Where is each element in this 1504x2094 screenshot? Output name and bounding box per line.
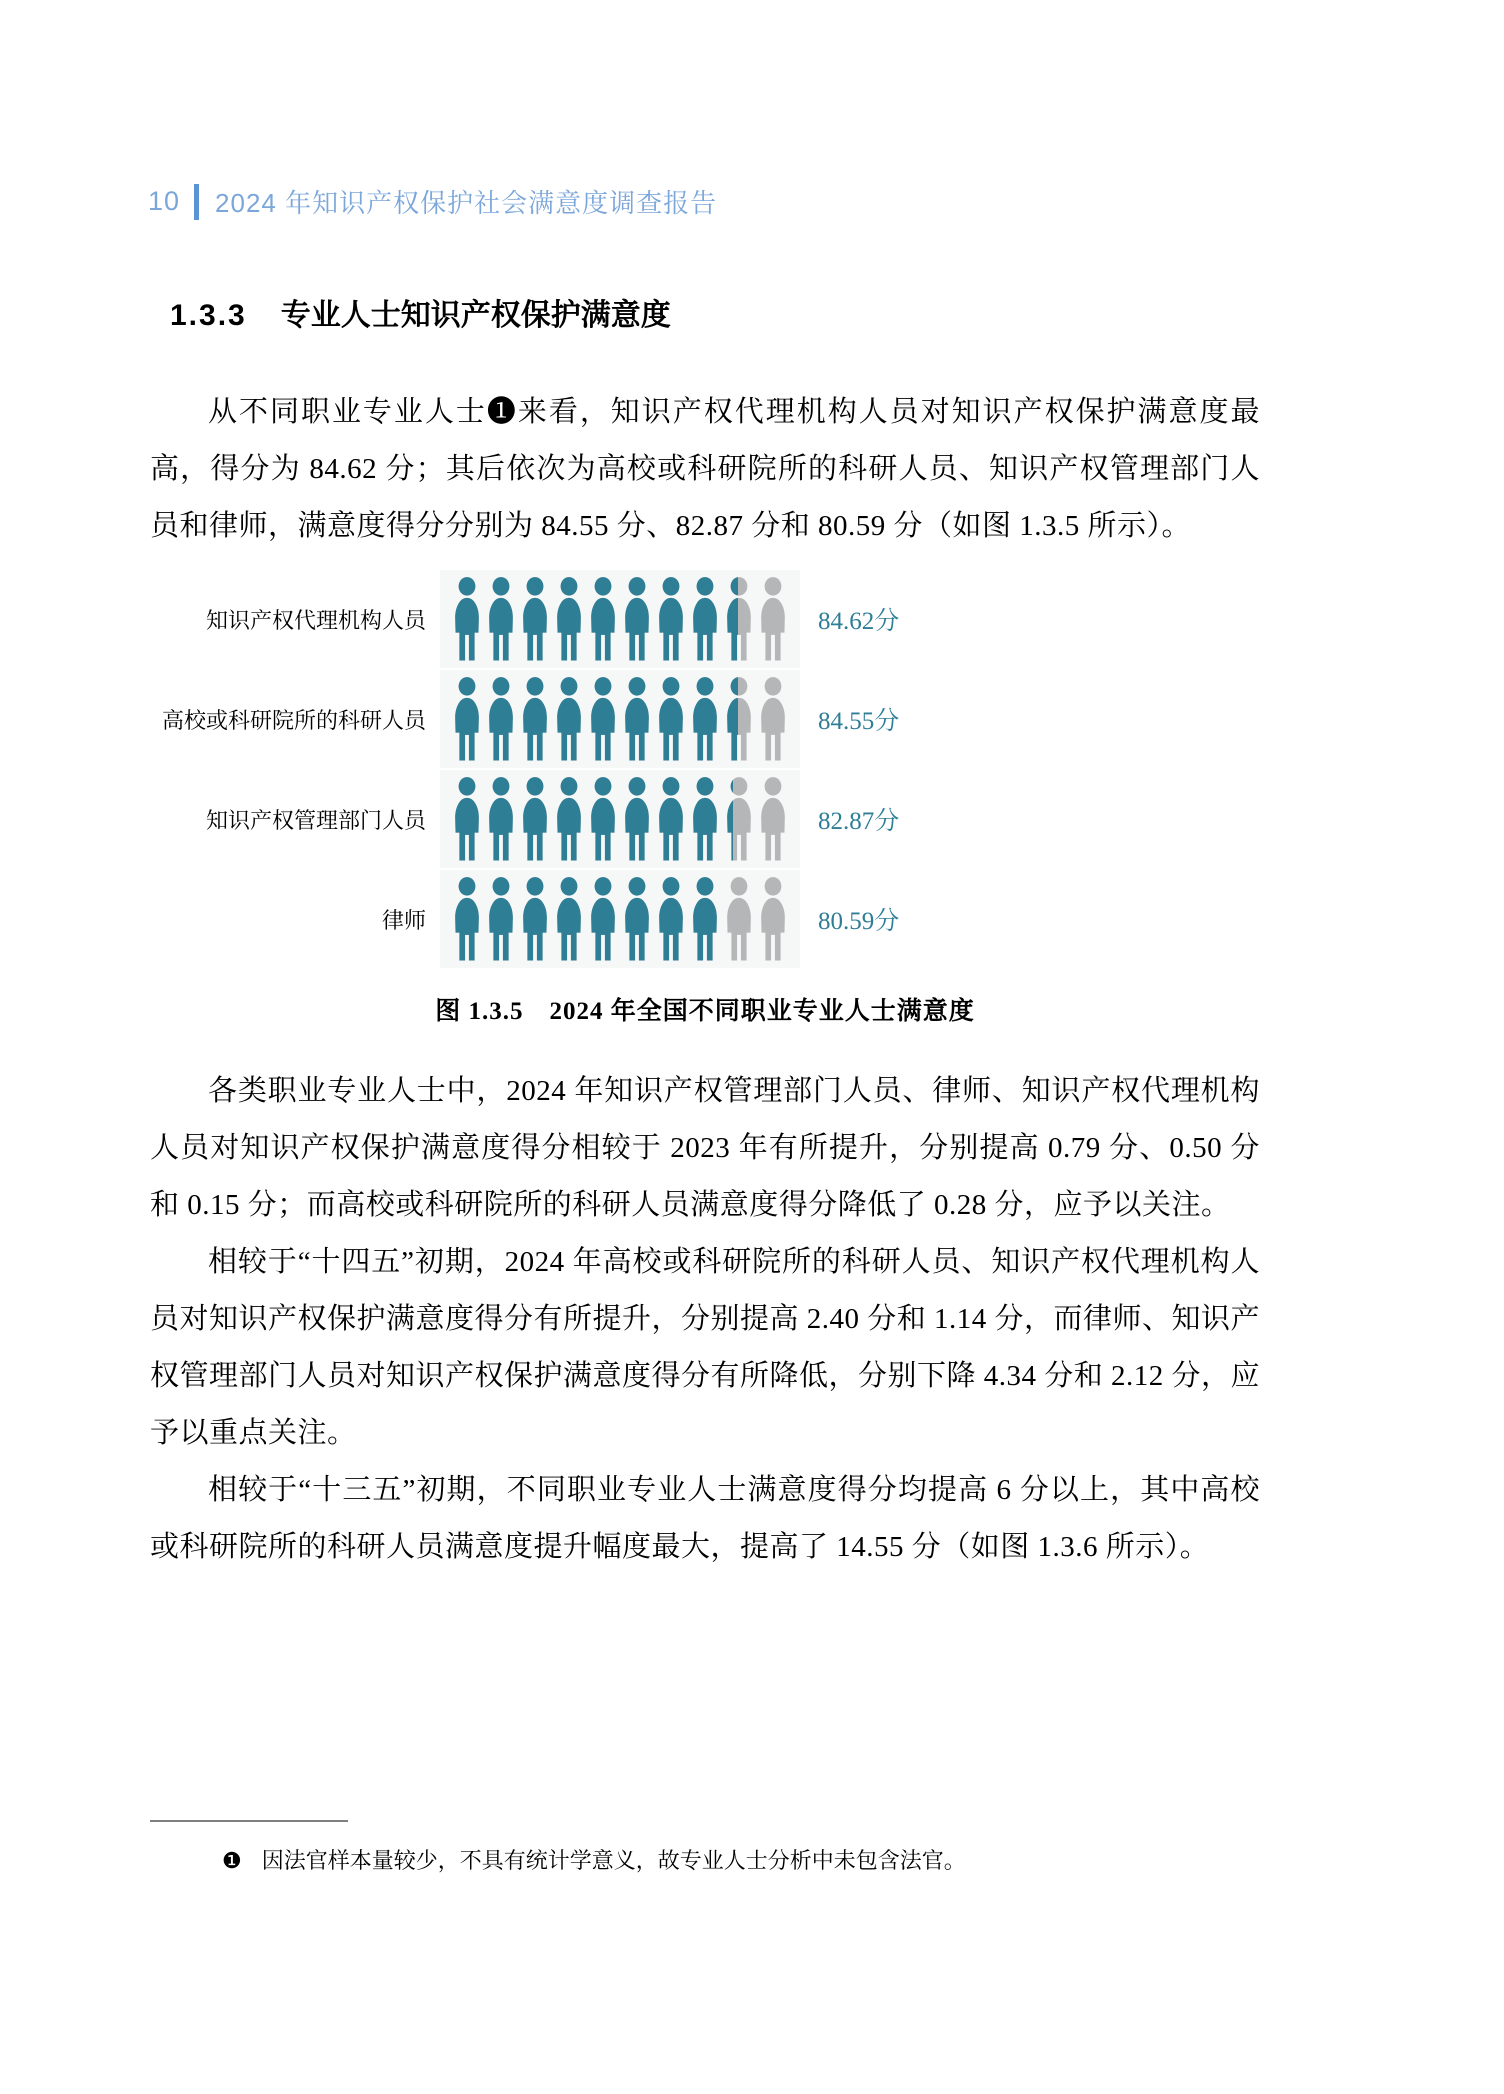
person-icon [656,575,686,663]
footnote-text: 因法官样本量较少，不具有统计学意义，故专业人士分析中未包含法官。 [261,1848,966,1873]
person-icon [758,875,788,963]
paragraph-1: 从不同职业专业人士❶来看，知识产权代理机构人员对知识产权保护满意度最高，得分为 84.62 分；其后依次为高校或科研院所的科研人员、知识产权管理部门人员和律师，满意度得分分别为 84.55 分、82.87 分和 80.59 分（如图 1.3.5 所示）。 [150,396,1260,542]
person-icon [554,875,584,963]
chart-row [150,869,1260,969]
page-content [150,296,1260,1576]
score-label: 84.62分 [818,608,900,635]
page-number: 10 [148,186,181,216]
paragraph-4: 相较于“十三五”初期，不同职业专业人士满意度得分均提高 6 分以上，其中高校或科研院所的科研人员满意度提升幅度最大，提高了 14.55 分（如图 1.3.6 所示）。 [150,1474,1260,1563]
chart-row-label: 律师 [381,907,426,933]
person-icon [486,875,516,963]
person-icon [554,675,584,763]
person-icon [452,875,482,963]
person-icon [690,575,720,663]
person-icon [758,675,788,763]
paragraph-3: 相较于“十四五”初期，2024 年高校或科研院所的科研人员、知识产权代理机构人员对知识产权保护满意度得分有所提升，分别提高 2.40 分和 1.14 分，而律师、知识产权管理部门人员对知识产权保护满意度得分有所降低，分别下降 4.34 分和 2.12 分，应予以重点关注。 [150,1246,1261,1449]
person-icon [656,775,686,863]
chart-row [150,769,1260,869]
person-icon [486,675,516,763]
satisfaction-pictograph-figure [150,569,1260,1029]
person-icon [724,775,754,863]
score-label: 80.59分 [818,908,900,935]
person-icon [690,675,720,763]
chart-row-label: 知识产权代理机构人员 [205,607,426,633]
person-icon [452,775,482,863]
person-icon-strip [440,670,800,768]
person-icon-strip [440,770,800,868]
chart-row [150,569,1260,669]
person-icon [486,775,516,863]
person-icon [724,875,754,963]
header-divider-bar [194,184,199,220]
header-title: 2024 年知识产权保护社会满意度调查报告 [215,188,718,218]
person-icon [588,875,618,963]
person-icon [520,875,550,963]
person-icon [520,675,550,763]
score-label: 84.55分 [818,708,900,735]
section-title: 专业人士知识产权保护满意度 [280,299,671,332]
person-icon [452,675,482,763]
footnote [222,1844,1262,1878]
person-icon [588,675,618,763]
person-icon [622,575,652,663]
person-icon [724,675,754,763]
person-icon [520,575,550,663]
person-icon [588,575,618,663]
chart-rows [150,569,1260,969]
page-header [148,183,717,220]
person-icon-strip [440,870,800,968]
person-icon-strip [440,570,800,668]
person-icon [554,575,584,663]
person-icon [452,575,482,663]
footnote-marker: ❶ [222,1848,242,1873]
figure-caption: 图 1.3.5 2024 年全国不同职业专业人士满意度 [435,998,975,1025]
person-icon [486,575,516,663]
section-number: 1.3.3 [170,299,247,332]
person-icon [588,775,618,863]
paragraph-2: 各类职业专业人士中，2024 年知识产权管理部门人员、律师、知识产权代理机构人员对知识产权保护满意度得分相较于 2023 年有所提升，分别提高 0.79 分、0.50 分和 0.15 分；而高校或科研院所的科研人员满意度得分降低了 0.28 分，应予以关注。 [150,1075,1260,1221]
person-icon [622,875,652,963]
chart-row-label: 知识产权管理部门人员 [205,807,426,833]
person-icon [724,575,754,663]
section-heading [170,296,1260,336]
person-icon [622,775,652,863]
person-icon [758,775,788,863]
person-icon [554,775,584,863]
person-icon [690,775,720,863]
chart-row [150,669,1260,769]
person-icon [656,875,686,963]
person-icon [758,575,788,663]
person-icon [622,675,652,763]
person-icon [656,675,686,763]
chart-row-label: 高校或科研院所的科研人员 [161,707,426,733]
footnote-divider [150,1820,348,1822]
score-label: 82.87分 [818,808,900,835]
person-icon [690,875,720,963]
person-icon [520,775,550,863]
